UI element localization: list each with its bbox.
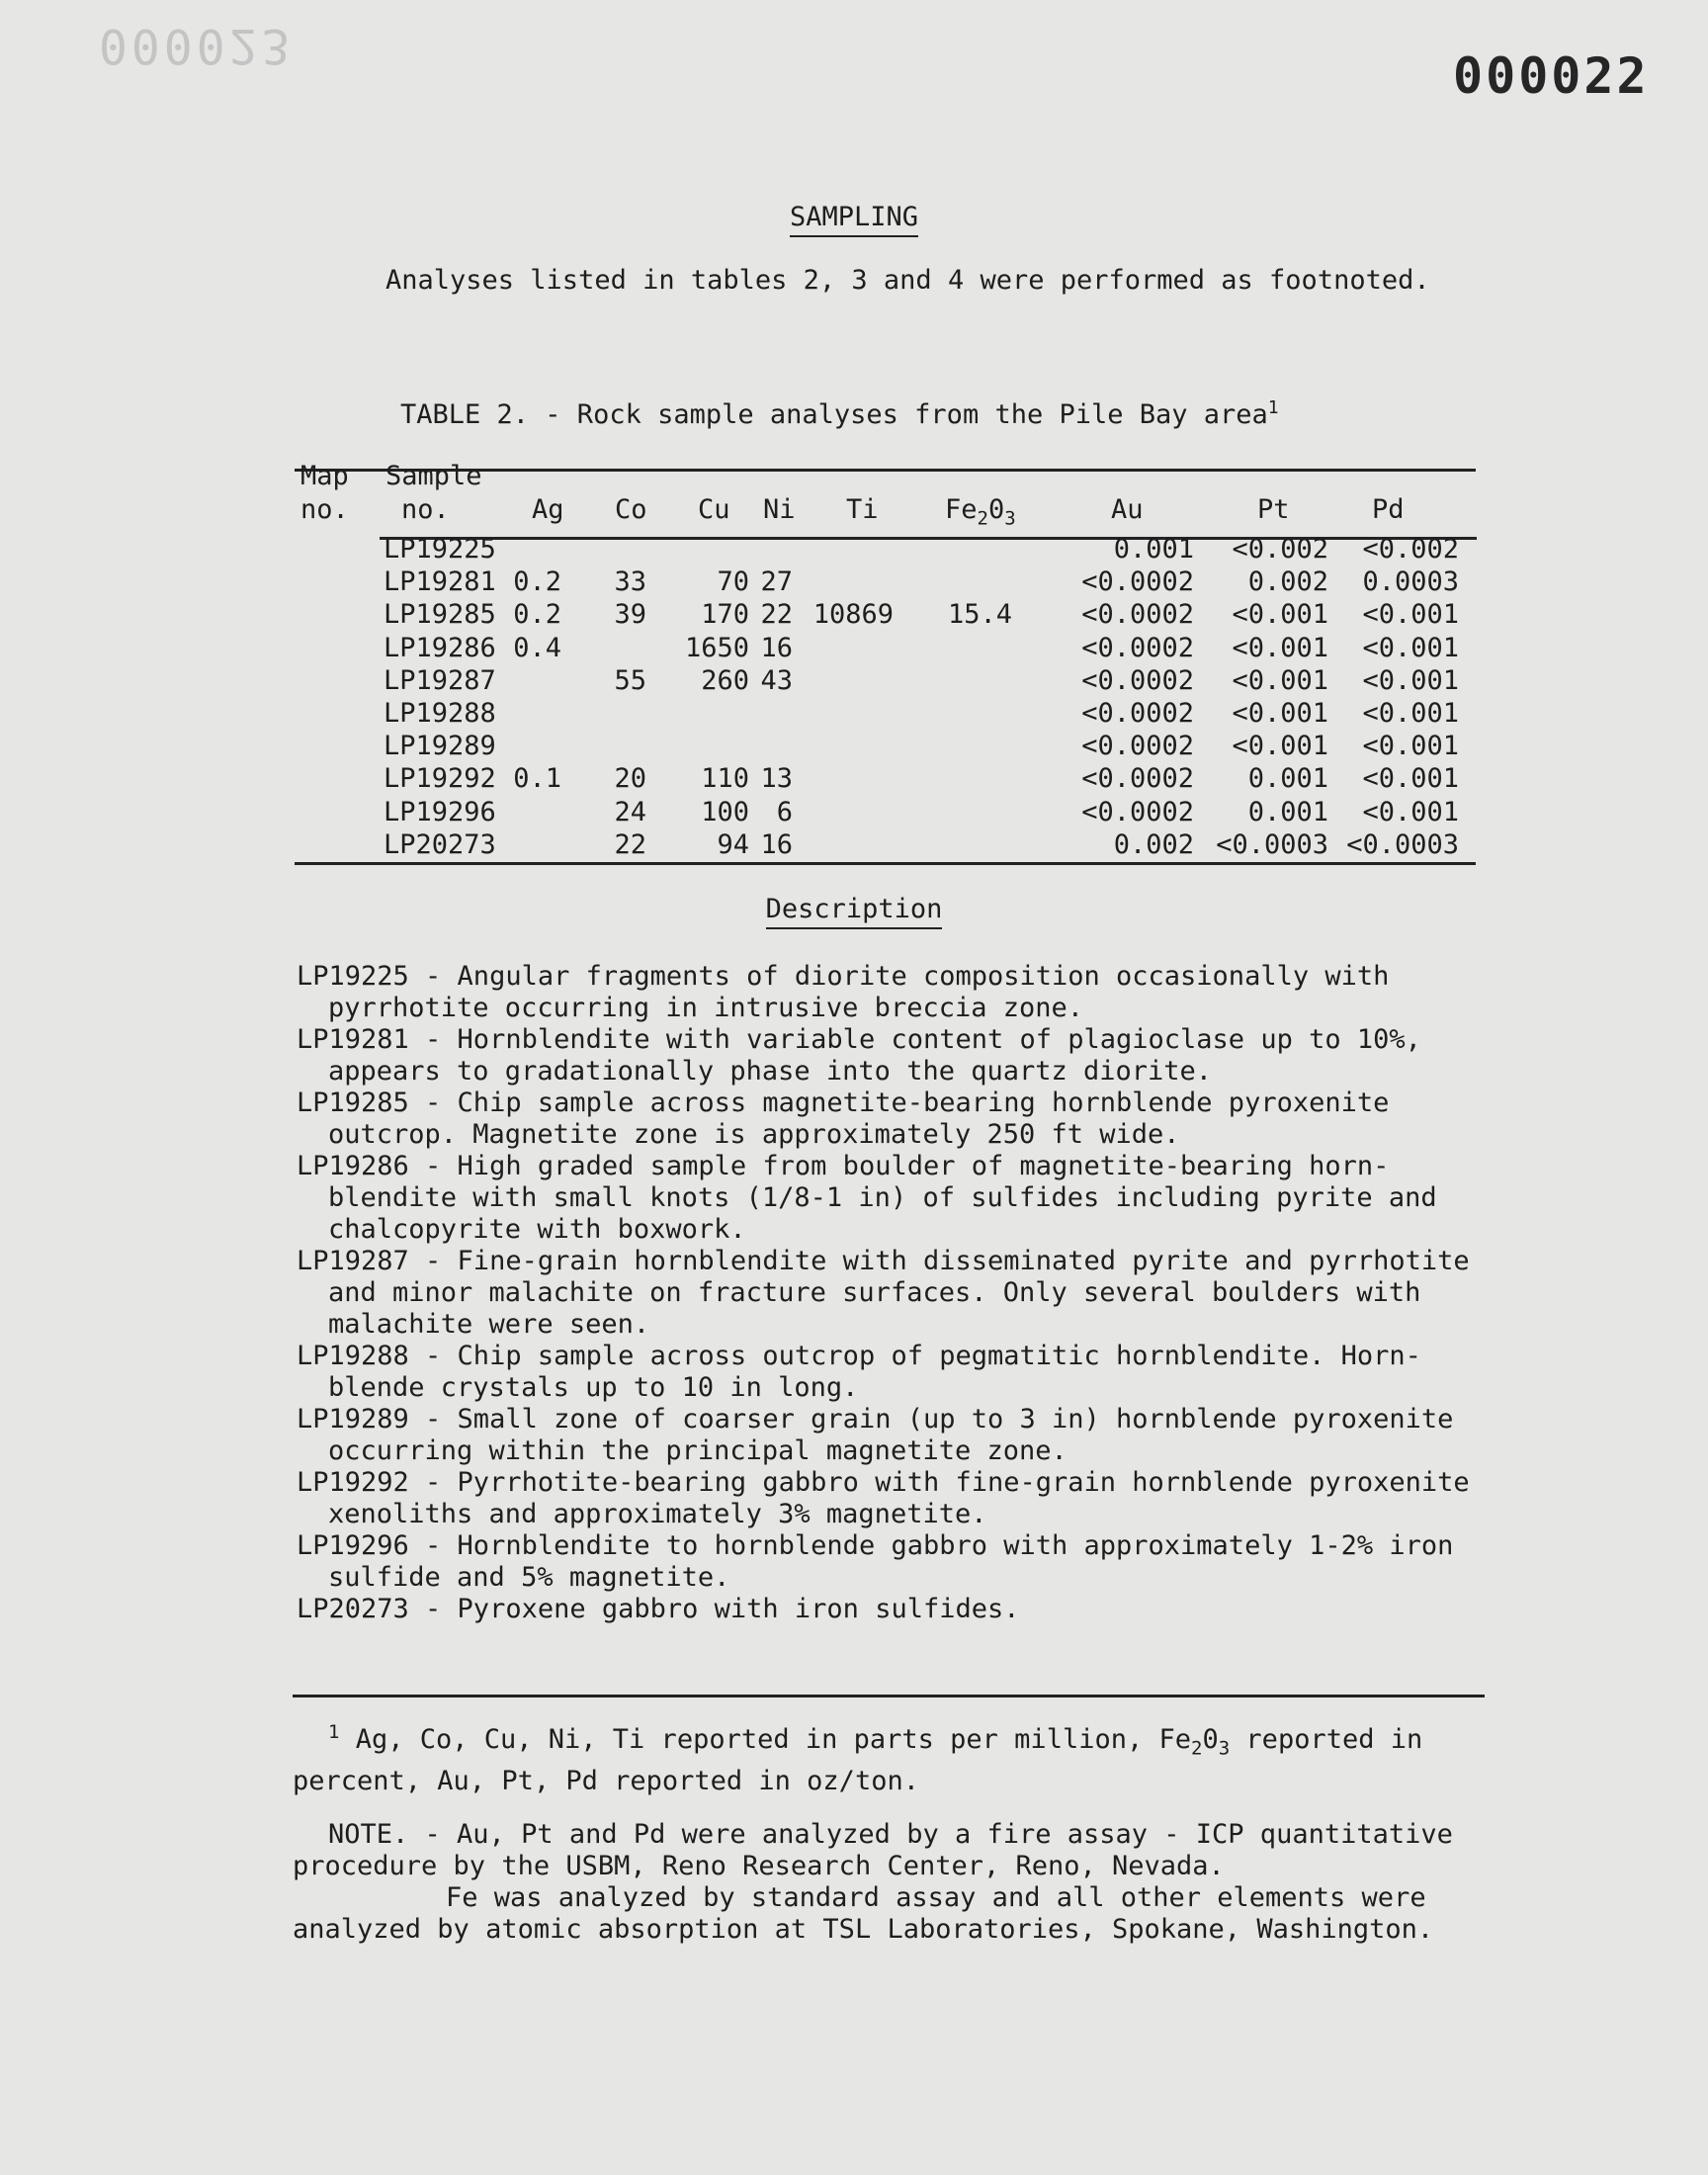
table-row (297, 665, 1478, 698)
cell-au: <0.0002 (1081, 664, 1194, 696)
description-line: malachite were seen. (328, 1309, 650, 1340)
cell-cu: 94 (717, 828, 749, 860)
cell-ni: 27 (760, 566, 793, 598)
cell-cu: 110 (701, 763, 749, 795)
note-line-3: Fe was analyzed by standard assay and all other elements were (446, 1882, 1426, 1913)
cell-ni: 22 (760, 599, 793, 631)
description-line: occurring within the principal magnetite zone. (328, 1436, 1068, 1466)
description-line: LP19296 - Hornblendite to hornblende gabbro with approximately 1-2% iron (297, 1530, 1454, 1561)
description-line: blende crystals up to 10 in long. (328, 1372, 859, 1403)
cell-co: 24 (614, 796, 646, 827)
table-row (297, 534, 1478, 566)
table-title: TABLE 2. - Rock sample analyses from the Pile Bay area$^1$ (400, 397, 1279, 430)
cell-fe2o3: 15.4 (947, 599, 1012, 631)
description-line: LP19285 - Chip sample across magnetite-bearing hornblende pyroxenite (297, 1088, 1390, 1118)
description-line: pyrrhotite occurring in intrusive breccia zone. (328, 993, 1084, 1023)
cell-au: <0.0002 (1081, 632, 1194, 663)
table-row (297, 829, 1478, 862)
description-line: LP19289 - Small zone of coarser grain (up to 3 in) hornblende pyroxenite (297, 1404, 1454, 1435)
cell-au: 0.002 (1113, 828, 1194, 860)
cell-pt: 0.001 (1247, 796, 1328, 827)
table-row (297, 633, 1478, 665)
description-item (297, 1088, 1512, 1151)
description-line: LP19288 - Chip sample across outcrop of pegmatitic hornblendite. Horn- (297, 1341, 1421, 1371)
cell-sample: LP19289 (384, 731, 496, 762)
footnote-rule (293, 1695, 1485, 1697)
ghost-page-number: 000023 (99, 18, 295, 73)
cell-au: <0.0002 (1081, 698, 1194, 729)
cell-pd: <0.001 (1362, 632, 1459, 663)
description-line: outcrop. Magnetite zone is approximately 250 ft wide. (328, 1119, 1180, 1150)
header-ag: Ag (532, 494, 564, 525)
rock-sample-table (297, 457, 1478, 872)
table-row (297, 797, 1478, 829)
cell-au: <0.0002 (1081, 763, 1194, 795)
cell-sample: LP19287 (384, 664, 496, 696)
description-item (297, 1024, 1512, 1088)
cell-pt: 0.002 (1247, 566, 1328, 598)
footnote-line-1: $^1$ Ag, Co, Cu, Ni, Ti reported in parts per million, $Fe_20_3$ reported in (328, 1721, 1423, 1760)
cell-cu: 170 (701, 599, 749, 631)
cell-pt: <0.001 (1232, 632, 1328, 663)
cell-au: <0.0002 (1081, 599, 1194, 631)
cell-sample: LP19296 (384, 796, 496, 827)
cell-co: 22 (614, 828, 646, 860)
cell-pd: <0.001 (1362, 731, 1459, 762)
header-map-2: no. (300, 494, 349, 525)
cell-pd: <0.0003 (1346, 828, 1459, 860)
page-number: 000022 (1453, 47, 1650, 105)
cell-sample: LP19285 (384, 599, 496, 631)
description-line: LP19292 - Pyrrhotite-bearing gabbro with fine-grain hornblende pyroxenite (297, 1467, 1470, 1498)
cell-pt: <0.001 (1232, 664, 1328, 696)
cell-pd: 0.0003 (1362, 566, 1459, 598)
description-line: LP19287 - Fine-grain hornblendite with disseminated pyrite and pyrrhotite (297, 1246, 1470, 1276)
header-cu: Cu (698, 494, 730, 525)
table-row (297, 599, 1478, 632)
description-line: sulfide and 5% magnetite. (328, 1562, 730, 1593)
description-line: LP19225 - Angular fragments of diorite composition occasionally with (297, 961, 1390, 992)
cell-sample: LP19281 (384, 566, 496, 598)
cell-co: 33 (614, 566, 646, 598)
description-line: chalcopyrite with boxwork. (328, 1214, 746, 1245)
cell-cu: 1650 (684, 632, 749, 663)
cell-pd: <0.001 (1362, 599, 1459, 631)
header-sample-1: Sample (385, 461, 482, 491)
cell-ni: 16 (760, 828, 793, 860)
description-item (297, 1246, 1512, 1341)
description-line: LP19286 - High graded sample from boulder of magnetite-bearing horn- (297, 1151, 1390, 1181)
cell-ti: 10869 (812, 599, 894, 631)
cell-ni: 43 (760, 664, 793, 696)
intro-text: Analyses listed in tables 2, 3 and 4 were performed as footnoted. (385, 265, 1430, 296)
cell-sample: LP20273 (384, 828, 496, 860)
table-row (297, 731, 1478, 763)
cell-ag: 0.1 (513, 763, 561, 795)
footnote-line-2: percent, Au, Pt, Pd reported in oz/ton. (293, 1766, 919, 1797)
cell-ag: 0.4 (513, 632, 561, 663)
cell-co: 39 (614, 599, 646, 631)
description-item (297, 1467, 1512, 1530)
cell-co: 20 (614, 763, 646, 795)
cell-pt: 0.001 (1247, 763, 1328, 795)
cell-ag: 0.2 (513, 599, 561, 631)
cell-cu: 70 (717, 566, 749, 598)
table-row (297, 566, 1478, 599)
section-title: SAMPLING (0, 202, 1708, 232)
description-title: Description (0, 894, 1708, 924)
cell-au: <0.0002 (1081, 796, 1194, 827)
cell-pt: <0.001 (1232, 599, 1328, 631)
header-pt: Pt (1257, 494, 1290, 525)
cell-pd: <0.002 (1362, 534, 1459, 565)
cell-au: <0.0002 (1081, 566, 1194, 598)
description-list (297, 961, 1512, 1625)
description-item (297, 1530, 1512, 1594)
description-item (297, 1151, 1512, 1246)
header-pd: Pd (1372, 494, 1405, 525)
table-row (297, 698, 1478, 731)
description-item (297, 961, 1512, 1024)
cell-sample: LP19286 (384, 632, 496, 663)
cell-pt: <0.001 (1232, 698, 1328, 729)
cell-sample: LP19292 (384, 763, 496, 795)
note-line-1: NOTE. - Au, Pt and Pd were analyzed by a fire assay - ICP quantitative (328, 1819, 1453, 1850)
cell-cu: 100 (701, 796, 749, 827)
cell-sample: LP19225 (384, 534, 496, 565)
description-line: appears to gradationally phase into the quartz diorite. (328, 1056, 1213, 1087)
description-item (297, 1404, 1512, 1467)
header-fe2o3: $Fe_20_3$ (945, 494, 1016, 530)
cell-ni: 6 (776, 796, 793, 827)
cell-ni: 16 (760, 632, 793, 663)
cell-ni: 13 (760, 763, 793, 795)
description-line: LP20273 - Pyroxene gabbro with iron sulfides. (297, 1594, 1020, 1624)
header-ni: Ni (763, 494, 796, 525)
header-co: Co (615, 494, 647, 525)
description-line: LP19281 - Hornblendite with variable content of plagioclase up to 10%, (297, 1024, 1421, 1055)
cell-pt: <0.002 (1232, 534, 1328, 565)
note-line-2: procedure by the USBM, Reno Research Center, Reno, Nevada. (293, 1851, 1225, 1881)
header-sample-2: no. (401, 494, 450, 525)
cell-ag: 0.2 (513, 566, 561, 598)
cell-pd: <0.001 (1362, 664, 1459, 696)
note (293, 1819, 1518, 1946)
header-au: Au (1111, 494, 1144, 525)
description-item (297, 1341, 1512, 1404)
footnote (293, 1716, 1518, 1797)
cell-pd: <0.001 (1362, 698, 1459, 729)
cell-pt: <0.0003 (1216, 828, 1328, 860)
table-row (297, 763, 1478, 796)
cell-co: 55 (614, 664, 646, 696)
description-line: blendite with small knots (1/8-1 in) of sulfides including pyrite and (328, 1182, 1437, 1213)
cell-au: <0.0002 (1081, 731, 1194, 762)
cell-pt: <0.001 (1232, 731, 1328, 762)
description-line: xenoliths and approximately 3% magnetite. (328, 1499, 987, 1529)
cell-pd: <0.001 (1362, 763, 1459, 795)
description-item (297, 1594, 1512, 1625)
cell-sample: LP19288 (384, 698, 496, 729)
header-ti: Ti (846, 494, 879, 525)
header-map-1: Map (300, 461, 349, 491)
cell-cu: 260 (701, 664, 749, 696)
description-line: and minor malachite on fracture surfaces. Only several boulders with (328, 1277, 1421, 1308)
note-line-4: analyzed by atomic absorption at TSL Laboratories, Spokane, Washington. (293, 1914, 1434, 1945)
cell-au: 0.001 (1113, 534, 1194, 565)
cell-pd: <0.001 (1362, 796, 1459, 827)
